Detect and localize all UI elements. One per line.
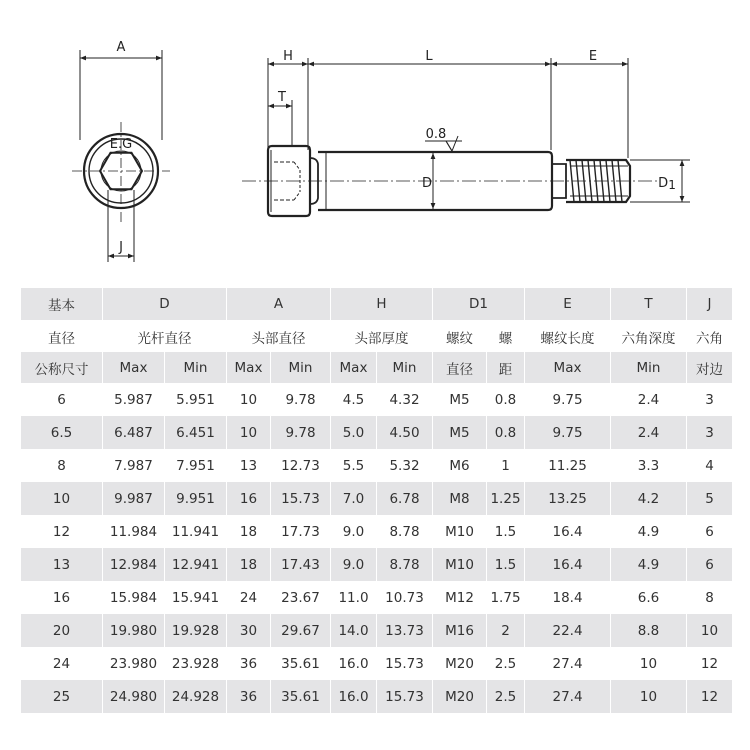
table-cell: M10 bbox=[433, 515, 487, 548]
table-row bbox=[21, 449, 733, 482]
table-cell: 5 bbox=[687, 482, 733, 515]
label-EG: E.G bbox=[109, 137, 133, 152]
table-cell: 24.928 bbox=[165, 680, 227, 713]
table-cell: 6 bbox=[687, 548, 733, 581]
table-row bbox=[21, 548, 733, 581]
header-cell: 对边 bbox=[687, 352, 733, 383]
table-cell: 8.78 bbox=[377, 515, 433, 548]
table-row bbox=[21, 581, 733, 614]
header-cell: 头部直径 bbox=[227, 321, 331, 353]
table-cell: 13.73 bbox=[377, 614, 433, 647]
label-roughness: 0.8 bbox=[425, 127, 447, 142]
table-cell: 16.0 bbox=[331, 680, 377, 713]
bolt-side-view bbox=[242, 58, 690, 216]
table-cell: M20 bbox=[433, 647, 487, 680]
table-cell: 10.73 bbox=[377, 581, 433, 614]
table-cell: 2.5 bbox=[487, 647, 525, 680]
table-cell: M8 bbox=[433, 482, 487, 515]
table-cell: 2.4 bbox=[611, 416, 687, 449]
table-cell: 16.4 bbox=[525, 548, 611, 581]
header-cell: Max bbox=[331, 352, 377, 383]
table-cell: 11.0 bbox=[331, 581, 377, 614]
technical-drawing bbox=[0, 0, 750, 290]
table-cell: M16 bbox=[433, 614, 487, 647]
table-cell: 9.987 bbox=[103, 482, 165, 515]
spec-table bbox=[20, 288, 733, 713]
table-row bbox=[21, 680, 733, 713]
table-cell: 24 bbox=[227, 581, 271, 614]
table-cell: 8 bbox=[21, 449, 103, 482]
header-cell: D1 bbox=[433, 288, 525, 321]
label-A: A bbox=[116, 40, 126, 55]
table-cell: 9.0 bbox=[331, 548, 377, 581]
table-cell: 9.75 bbox=[525, 383, 611, 416]
label-D1: D1 bbox=[658, 176, 676, 192]
header-cell: 公称尺寸 bbox=[21, 352, 103, 383]
table-cell: 16.0 bbox=[331, 647, 377, 680]
label-H: H bbox=[283, 49, 293, 64]
table-cell: 15.73 bbox=[377, 680, 433, 713]
table-cell: 10 bbox=[21, 482, 103, 515]
table-cell: 27.4 bbox=[525, 647, 611, 680]
table-cell: 1.5 bbox=[487, 515, 525, 548]
table-cell: 4.32 bbox=[377, 383, 433, 416]
table-cell: 4.2 bbox=[611, 482, 687, 515]
table-cell: 17.43 bbox=[271, 548, 331, 581]
table-cell: 6.487 bbox=[103, 416, 165, 449]
table-cell: 4.5 bbox=[331, 383, 377, 416]
table-cell: 29.67 bbox=[271, 614, 331, 647]
header-row-2 bbox=[21, 321, 733, 353]
table-cell: 2 bbox=[487, 614, 525, 647]
table-cell: 10 bbox=[687, 614, 733, 647]
header-cell: Max bbox=[227, 352, 271, 383]
table-cell: 3 bbox=[687, 416, 733, 449]
table-cell: 36 bbox=[227, 647, 271, 680]
table-row bbox=[21, 482, 733, 515]
table-cell: 18 bbox=[227, 548, 271, 581]
spec-table-container bbox=[20, 288, 732, 713]
header-cell: E bbox=[525, 288, 611, 321]
table-row bbox=[21, 614, 733, 647]
header-row-1 bbox=[21, 288, 733, 321]
header-cell: Min bbox=[165, 352, 227, 383]
table-cell: 15.73 bbox=[271, 482, 331, 515]
table-cell: 12.941 bbox=[165, 548, 227, 581]
table-cell: 15.984 bbox=[103, 581, 165, 614]
table-cell: 6.78 bbox=[377, 482, 433, 515]
label-T: T bbox=[278, 90, 286, 105]
table-cell: 11.984 bbox=[103, 515, 165, 548]
table-cell: 4.50 bbox=[377, 416, 433, 449]
header-cell: 六角 bbox=[687, 321, 733, 353]
header-cell: J bbox=[687, 288, 733, 321]
table-cell: 0.8 bbox=[487, 416, 525, 449]
table-cell: 18.4 bbox=[525, 581, 611, 614]
table-cell: 1.75 bbox=[487, 581, 525, 614]
table-cell: 9.951 bbox=[165, 482, 227, 515]
table-cell: 4 bbox=[687, 449, 733, 482]
header-cell: A bbox=[227, 288, 331, 321]
table-cell: 6 bbox=[21, 383, 103, 416]
table-cell: 35.61 bbox=[271, 647, 331, 680]
header-cell: 直径 bbox=[433, 352, 487, 383]
table-cell: 16 bbox=[227, 482, 271, 515]
table-cell: 16 bbox=[21, 581, 103, 614]
label-E: E bbox=[588, 49, 598, 64]
table-cell: 5.0 bbox=[331, 416, 377, 449]
header-cell: 螺纹 bbox=[433, 321, 487, 353]
header-cell: 六角深度 bbox=[611, 321, 687, 353]
table-cell: 2.5 bbox=[487, 680, 525, 713]
table-cell: M12 bbox=[433, 581, 487, 614]
table-cell: M5 bbox=[433, 416, 487, 449]
table-row bbox=[21, 383, 733, 416]
table-cell: 18 bbox=[227, 515, 271, 548]
table-cell: 11.25 bbox=[525, 449, 611, 482]
header-cell: 头部厚度 bbox=[331, 321, 433, 353]
header-cell: 螺纹长度 bbox=[525, 321, 611, 353]
head-end-view bbox=[72, 50, 170, 262]
table-cell: 13 bbox=[227, 449, 271, 482]
label-D: D bbox=[421, 176, 433, 191]
table-cell: 22.4 bbox=[525, 614, 611, 647]
table-cell: M6 bbox=[433, 449, 487, 482]
table-cell: 6 bbox=[687, 515, 733, 548]
table-cell: 5.5 bbox=[331, 449, 377, 482]
table-cell: 8 bbox=[687, 581, 733, 614]
header-cell: Min bbox=[611, 352, 687, 383]
table-cell: 0.8 bbox=[487, 383, 525, 416]
table-cell: 7.951 bbox=[165, 449, 227, 482]
header-cell: 光杆直径 bbox=[103, 321, 227, 353]
header-cell: 距 bbox=[487, 352, 525, 383]
table-cell: 12 bbox=[687, 647, 733, 680]
table-cell: 19.980 bbox=[103, 614, 165, 647]
table-cell: 14.0 bbox=[331, 614, 377, 647]
table-cell: 12 bbox=[687, 680, 733, 713]
table-cell: 8.8 bbox=[611, 614, 687, 647]
table-cell: 30 bbox=[227, 614, 271, 647]
table-cell: M20 bbox=[433, 680, 487, 713]
header-cell: D bbox=[103, 288, 227, 321]
table-cell: 2.4 bbox=[611, 383, 687, 416]
table-cell: 20 bbox=[21, 614, 103, 647]
table-cell: 9.0 bbox=[331, 515, 377, 548]
table-cell: 6.6 bbox=[611, 581, 687, 614]
table-cell: 6.5 bbox=[21, 416, 103, 449]
table-cell: 10 bbox=[227, 383, 271, 416]
table-cell: 5.987 bbox=[103, 383, 165, 416]
header-cell: H bbox=[331, 288, 433, 321]
table-row bbox=[21, 515, 733, 548]
table-cell: M5 bbox=[433, 383, 487, 416]
header-cell: 基本 bbox=[21, 288, 103, 321]
table-cell: 9.78 bbox=[271, 416, 331, 449]
table-cell: 13 bbox=[21, 548, 103, 581]
table-cell: 8.78 bbox=[377, 548, 433, 581]
header-cell: 直径 bbox=[21, 321, 103, 353]
table-cell: 23.928 bbox=[165, 647, 227, 680]
header-cell: Max bbox=[525, 352, 611, 383]
header-row-3 bbox=[21, 352, 733, 383]
header-cell: Min bbox=[377, 352, 433, 383]
table-cell: 9.75 bbox=[525, 416, 611, 449]
table-cell: 35.61 bbox=[271, 680, 331, 713]
table-cell: 1.5 bbox=[487, 548, 525, 581]
table-cell: 25 bbox=[21, 680, 103, 713]
table-cell: 4.9 bbox=[611, 515, 687, 548]
table-cell: 23.980 bbox=[103, 647, 165, 680]
header-cell: T bbox=[611, 288, 687, 321]
table-cell: 16.4 bbox=[525, 515, 611, 548]
table-cell: 10 bbox=[611, 680, 687, 713]
table-cell: 7.987 bbox=[103, 449, 165, 482]
label-L: L bbox=[425, 49, 433, 64]
table-cell: 10 bbox=[227, 416, 271, 449]
label-J: J bbox=[119, 240, 123, 255]
table-cell: 1 bbox=[487, 449, 525, 482]
header-cell: Min bbox=[271, 352, 331, 383]
table-cell: M10 bbox=[433, 548, 487, 581]
table-cell: 5.951 bbox=[165, 383, 227, 416]
table-cell: 36 bbox=[227, 680, 271, 713]
table-cell: 12 bbox=[21, 515, 103, 548]
table-cell: 17.73 bbox=[271, 515, 331, 548]
table-cell: 9.78 bbox=[271, 383, 331, 416]
table-row bbox=[21, 416, 733, 449]
table-row bbox=[21, 647, 733, 680]
table-cell: 19.928 bbox=[165, 614, 227, 647]
table-cell: 23.67 bbox=[271, 581, 331, 614]
table-cell: 3 bbox=[687, 383, 733, 416]
table-cell: 7.0 bbox=[331, 482, 377, 515]
table-cell: 6.451 bbox=[165, 416, 227, 449]
header-cell: Max bbox=[103, 352, 165, 383]
table-cell: 10 bbox=[611, 647, 687, 680]
table-cell: 1.25 bbox=[487, 482, 525, 515]
table-cell: 12.984 bbox=[103, 548, 165, 581]
table-cell: 3.3 bbox=[611, 449, 687, 482]
table-cell: 11.941 bbox=[165, 515, 227, 548]
table-cell: 15.941 bbox=[165, 581, 227, 614]
header-cell: 螺 bbox=[487, 321, 525, 353]
table-cell: 27.4 bbox=[525, 680, 611, 713]
table-cell: 5.32 bbox=[377, 449, 433, 482]
table-cell: 4.9 bbox=[611, 548, 687, 581]
table-cell: 24 bbox=[21, 647, 103, 680]
table-cell: 12.73 bbox=[271, 449, 331, 482]
table-cell: 15.73 bbox=[377, 647, 433, 680]
table-cell: 24.980 bbox=[103, 680, 165, 713]
table-cell: 13.25 bbox=[525, 482, 611, 515]
